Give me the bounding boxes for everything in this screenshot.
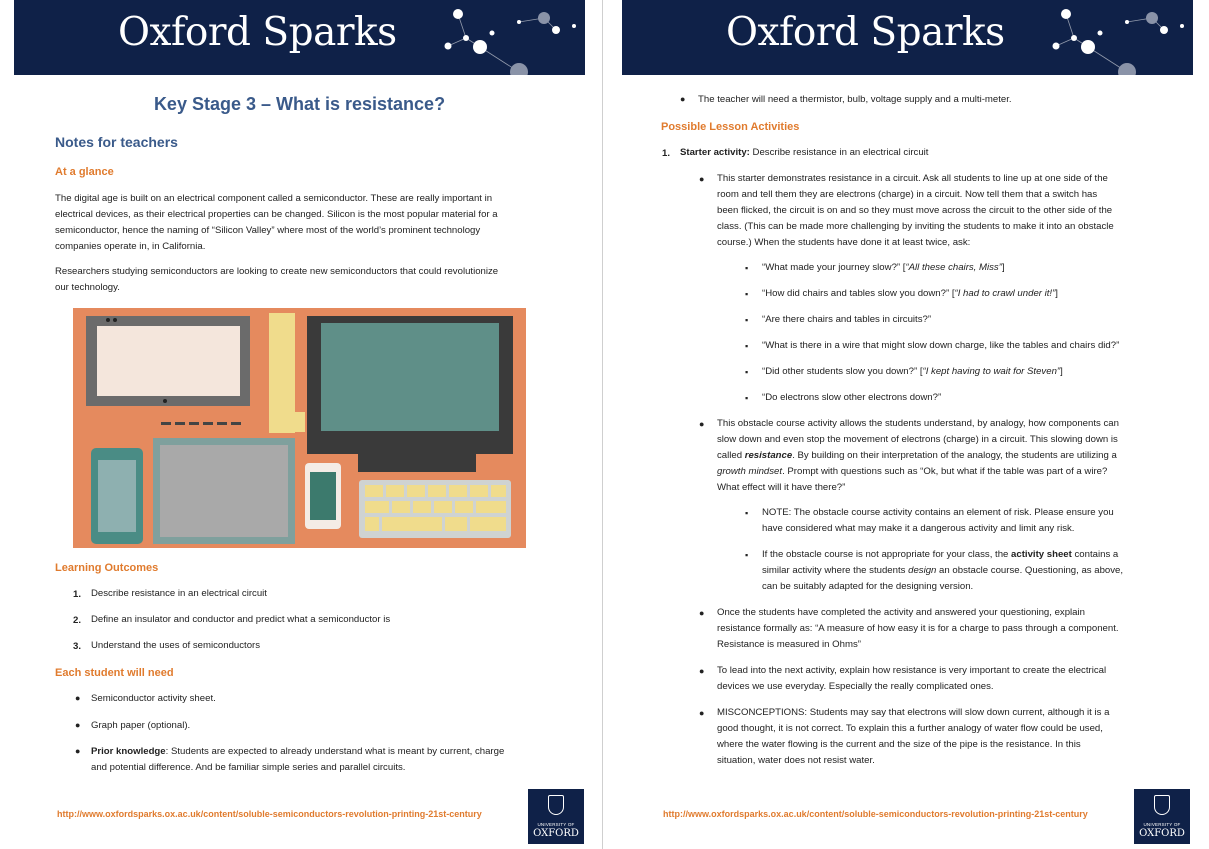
sub-bullet: ▪ [745, 315, 749, 325]
question-item: “Do electrons slow other electrons down?” [762, 392, 942, 403]
footer-link[interactable]: http://www.oxfordsparks.ox.ac.uk/content/soluble-semiconductors-revolution-printing-21st-century [663, 809, 1088, 819]
bullet-dot: ● [680, 94, 686, 104]
bullet-dot: ● [699, 708, 705, 718]
sub-bullet: ▪ [745, 341, 749, 351]
crest-icon [1154, 795, 1170, 815]
question-item: “What is there in a wire that might slow down charge, like the tables and chairs did?” [762, 340, 1120, 351]
need-item: Graph paper (optional). [91, 720, 191, 731]
outcome-item: Understand the uses of semiconductors [91, 640, 261, 651]
activity-number: 1. [662, 148, 671, 159]
research-paragraph: Researchers studying semiconductors are looking to create new semiconductors that could revolutionize our technology. [55, 266, 499, 293]
bullet-dot: ● [699, 174, 705, 184]
outcome-item: Define an insulator and conductor and predict what a semiconductor is [91, 614, 391, 625]
bullet-dot: ● [699, 608, 705, 618]
question-item: “How did chairs and tables slow you down?” [“I had to crawl under it!”] [762, 288, 1058, 299]
bullet-dot: ● [75, 693, 81, 703]
equipment-item: The teacher will need a thermistor, bulb, voltage supply and a multi-meter. [698, 94, 1012, 105]
starter-description: This starter demonstrates resistance in a circuit. Ask all students to line up at one side of the room and tell them they are electrons (charge) in a circuit. Now tell them that a switch has been flicked, the circuit is on and so they must move across the circuit to the other side of the class. (This can be made more challenging by inviting the students to make it into an obstacle course.) When the students have done it at least twice, ask: [717, 173, 1114, 248]
sub-bullet: ▪ [745, 508, 749, 518]
constellation-icon [1032, 0, 1193, 75]
page-left [14, 0, 585, 849]
oxford-logo: UNIVERSITY OF OXFORD [528, 789, 584, 844]
intro-paragraph: The digital age is built on an electrical component called a semiconductor. These are really important in electrical devices, as their electrical properties can be changed. Silicon is the most popular material for a semiconductor, hence the naming of “Silicon Valley” where most of the world’s prominent technology companies operate in, in California. [55, 193, 498, 252]
question-item: “Are there chairs and tables in circuits?” [762, 314, 932, 325]
risk-note: NOTE: The obstacle course activity contains an element of risk. Please ensure you have considered what may make it a dangerous activity and limit any risk. [762, 507, 1114, 534]
page-divider [602, 0, 603, 849]
resistance-definition: Once the students have completed the activity and answered your questioning, explain resistance formally as: “A measure of how easy it is for a charge to pass through a component. Resistance is measured in Ohms” [717, 607, 1119, 650]
starter-activity-title: Starter activity: Describe resistance in an electrical circuit [680, 147, 929, 158]
document-title: Key Stage 3 – What is resistance? [153, 94, 446, 114]
alternative-activity-note: If the obstacle course is not appropriate for your class, the activity sheet contains a similar activity where the students design an obstacle course. Questioning, as above, can be suitably adapted for the designing version. [762, 549, 1124, 592]
misconceptions-paragraph: MISCONCEPTIONS: Students may say that electrons will slow down current, although it is a good thought, it is not correct. To explain this a further analogy of water flow could be used, where the water flowing is the current and the size of the pipe is the resistance. In this situation, water does not resist water. [717, 707, 1110, 766]
outcome-number: 3. [73, 641, 82, 652]
question-item: “What made your journey slow?” [“All these chairs, Miss”] [762, 262, 1005, 273]
bullet-dot: ● [75, 746, 81, 756]
oxford-sparks-banner [14, 0, 585, 75]
outcome-number: 1. [73, 589, 82, 600]
outcome-number: 2. [73, 615, 82, 626]
at-a-glance-heading: At a glance [55, 166, 114, 178]
sub-bullet: ▪ [745, 393, 749, 403]
oxford-sparks-banner [622, 0, 1193, 75]
bullet-dot: ● [699, 419, 705, 429]
activities-heading: Possible Lesson Activities [661, 121, 800, 133]
footer-link[interactable]: http://www.oxfordsparks.ox.ac.uk/content/soluble-semiconductors-revolution-printing-21st-century [57, 809, 482, 819]
crest-icon [548, 795, 564, 815]
learning-outcomes-heading: Learning Outcomes [55, 562, 159, 574]
constellation-icon [424, 0, 585, 75]
student-needs-heading: Each student will need [55, 667, 174, 679]
devices-illustration [73, 308, 526, 548]
page-right [622, 0, 1193, 849]
bullet-dot: ● [75, 720, 81, 730]
banner-brand: Oxford Sparks [118, 10, 397, 55]
sub-bullet: ▪ [745, 367, 749, 377]
sub-bullet: ▪ [745, 263, 749, 273]
outcome-item: Describe resistance in an electrical circuit [91, 588, 267, 599]
question-item: “Did other students slow you down?” [“I kept having to wait for Steven”] [762, 366, 1063, 377]
obstacle-course-paragraph: This obstacle course activity allows the students understand, by analogy, how components can slow down and even stop the movement of electrons (charge) in a circuit. This slowing down is called resistance. By building on their interpretation of the analogy, the students are utilizing a growth mindset. Prompt with questions such as “Ok, but what if the table was part of a wire? What effect will it have there?” [717, 418, 1119, 493]
notes-heading: Notes for teachers [55, 134, 178, 150]
next-activity-lead: To lead into the next activity, explain how resistance is very important to create the electrical devices we use everyday. Especially the really complicated ones. [717, 665, 1107, 692]
oxford-logo: UNIVERSITY OF OXFORD [1134, 789, 1190, 844]
prior-knowledge-item: Prior knowledge: Students are expected to already understand what is meant by current, charge and potential difference. And be familiar simple series and parallel circuits. [91, 746, 505, 773]
sub-bullet: ▪ [745, 550, 749, 560]
sub-bullet: ▪ [745, 289, 749, 299]
need-item: Semiconductor activity sheet. [91, 693, 216, 704]
bullet-dot: ● [699, 666, 705, 676]
banner-brand: Oxford Sparks [726, 10, 1005, 55]
